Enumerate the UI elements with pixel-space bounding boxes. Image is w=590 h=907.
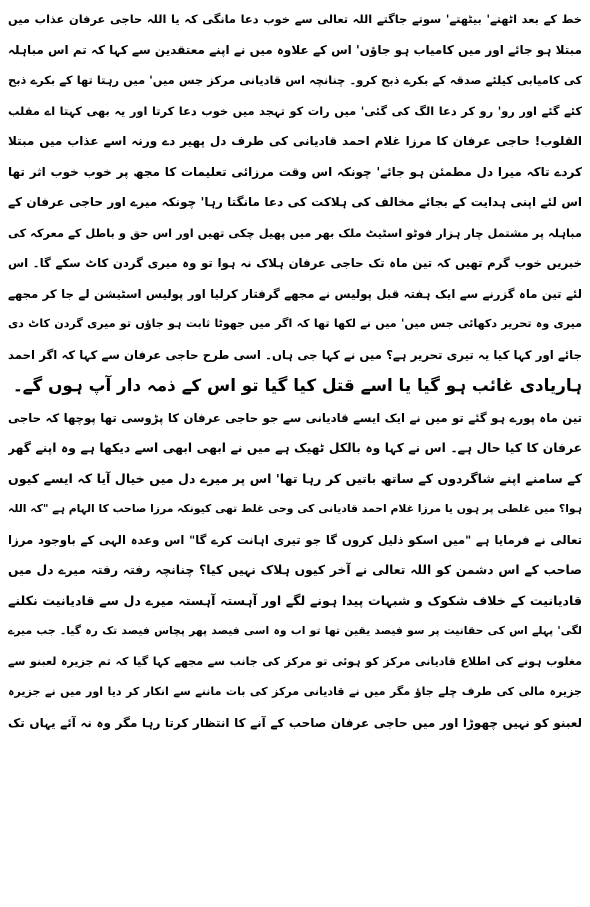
text-line: تعالی نے فرمایا ہے "میں اسکو ذلیل کروں گا جو تیری اہانت کرے گا" اس وعدہ الہی کے باوجود مرزا [8,532,582,547]
text-line: کی کامیابی کیلئے صدقہ کے بکرے ذبح کرو۔ چنانچہ اس قادیانی مرکز جس میں' میں رہتا تھا کے بکرے ذبح [8,73,582,87]
text-line: مغلوب ہونے کی اطلاع قادیانی مرکز کو ہوئی تو مرکز کی جانب سے مجھے کہا گیا کہ تم جزیرہ لعبنو سے [8,654,582,668]
text-line: لگی' پہلے اس کی حقانیت پر سو فیصد یقین تھا تو اب وہ اسی فیصد پھر پچاس فیصد تک رہ گیا۔ جب میرے [8,624,582,637]
text-line: ہاریادی غائب ہو گیا یا اسے قتل کیا گیا تو اس کے ذمہ دار آپ ہوں گے۔ [12,375,582,395]
text-line: صاحب کے اس دشمن کو اللہ تعالی نے آخر کیوں ہلاک نہیں کیا؟ چنانچہ رفتہ رفتہ میرے دل میں [8,563,582,577]
text-line: قادیانیت کے خلاف شکوک و شبہات پیدا ہونے لگے اور آہستہ آہستہ میرے دل سے قادیانیت نکلنے [8,592,582,608]
paragraph-2 [8,403,582,739]
text-line: کے سامنے اپنے شاگردوں کے ساتھ باتیں کر رہا تھا' اس پر میرے دل میں خیال آیا کہ ایسے کیوں [8,470,582,486]
text-line: القلوب! حاجی عرفان کا مرزا غلام احمد قادیانی کی طرف دل پھیر دے ورنہ اسے عذاب میں مبتلا [8,134,582,148]
text-line: لئے تین ماہ گزرنے سے ایک ہفتہ قبل پولیس نے مجھے گرفتار کرلیا اور پولیس اسٹیشن لے جا کر مجھے [8,286,582,301]
text-line: کردے تاکہ میرا دل مطمئن ہو جائے' چونکہ اس وقت مرزائی تعلیمات کا مجھ پر خوب خوب اثر تھا [8,164,582,179]
paragraph-1 [8,4,582,401]
text-line: اس لئے اپنی ہدایت کے بجائے مخالف کی ہلاکت کی دعا مانگتا رہا' چونکہ میرے اور حاجی عرفان کے [8,195,582,209]
text-line: لعبنو کو نہیں چھوڑا اور میں حاجی عرفان صاحب کے آنے کا انتظار کرتا رہا مگر وہ نہ آئے یہاں تک [8,715,582,730]
text-line: جزیرہ مالی کی طرف چلے جاؤ مگر میں نے قادیانی مرکز کی بات ماننے سے انکار کر دیا اور میں نے جزیرہ [8,685,582,698]
text-line: کئے گئے اور رو' رو کر دعا الگ کی گئی' میں رات کو تہجد میں خوب دعا کرتا اور یہ بھی کہتا اے مقلب [8,103,582,118]
text-line: خبریں خوب گرم تھیں کہ تین ماہ تک حاجی عرفان ہلاک نہ ہوا تو وہ میری گردن کاٹ سکے گا۔ اس [8,256,582,270]
text-line: ہوا؟ میں غلطی پر ہوں یا مرزا غلام احمد قادیانی کی وحی غلط تھی کیونکہ مرزا صاحب کا الہام ہے "کہ اللہ [8,502,582,515]
text-line: مباہلہ پر مشتمل چار ہزار فوٹو اسٹیٹ ملک بھر میں پھیل چکی تھیں اور اس حق و باطل کے معرکہ کی [8,225,582,240]
text-line: میری وہ تحریر دکھائی جس میں' میں نے لکھا تھا کہ اگر میں جھوٹا ثابت ہو جاؤں تو میری گردن کاٹ دی [8,317,582,330]
text-line: خط کے بعد اٹھتے' بیٹھتے' سوتے جاگتے اللہ تعالی سے خوب دعا مانگی کہ یا اللہ حاجی عرفان عذاب میں [8,12,582,26]
text-line: جائے اور کہا کیا یہ تیری تحریر ہے؟ میں نے کہا جی ہاں۔ اسی طرح حاجی عرفان سے کہا کہ اگر احمد [8,347,582,362]
text-line: عرفان کا کیا حال ہے۔ اس نے کہا وہ بالکل ٹھیک ہے میں نے ابھی ابھی اسے دیکھا ہے وہ اپنے گھر [8,441,582,455]
text-line: مبتلا ہو جائے اور میں کامیاب ہو جاؤں' اس کے علاوہ میں نے اپنے معتقدین سے کہا کہ تم اس مباہلہ [8,42,582,57]
text-line: تین ماہ پورے ہو گئے تو میں نے ایک ایسے قادیانی سے جو حاجی عرفان کا پڑوسی تھا پوچھا کہ حاجی [8,410,582,425]
